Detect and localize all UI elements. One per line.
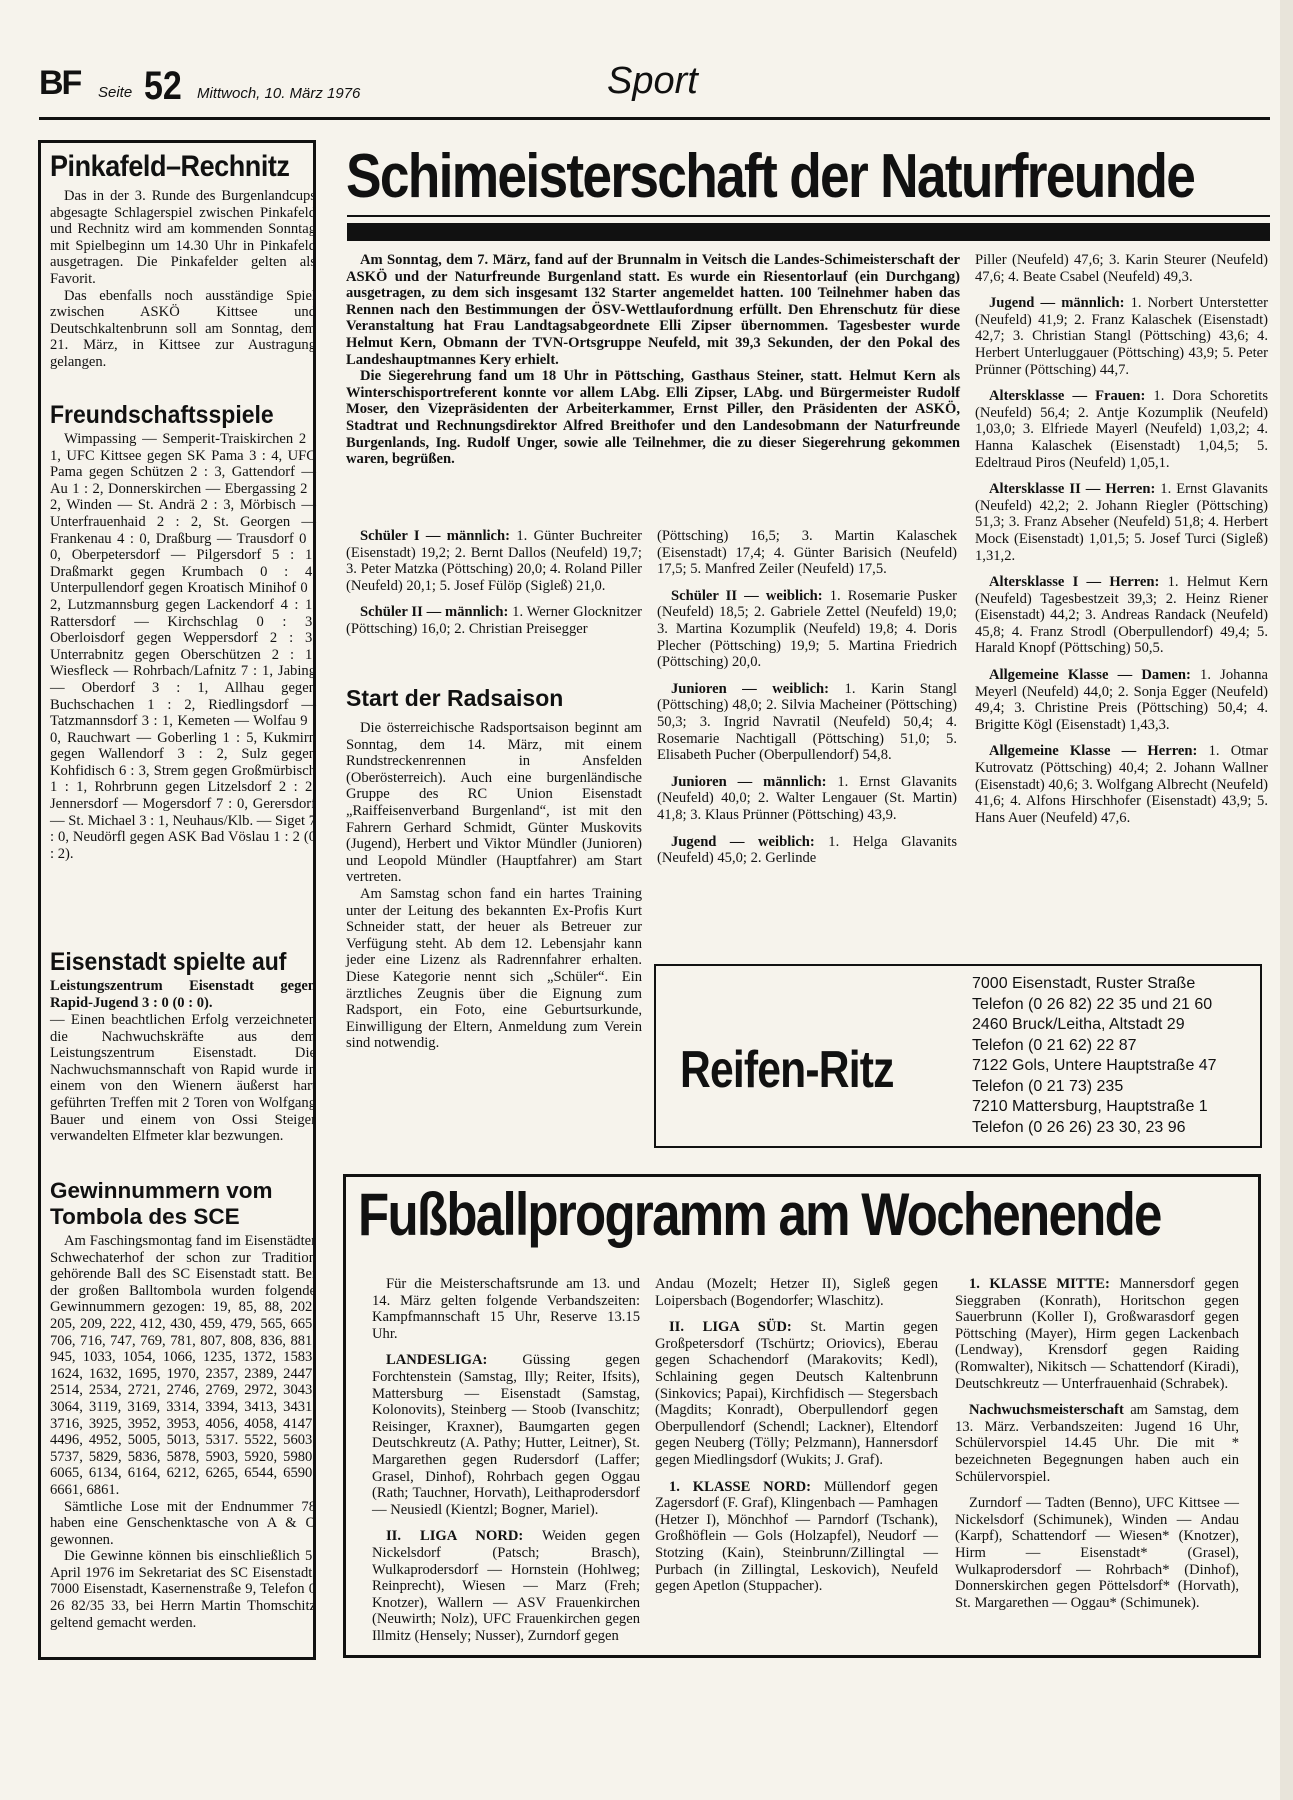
results-column-3 — [975, 252, 1268, 826]
result-category: Schüler II — weiblich: — [671, 587, 823, 604]
article-paragraph: Die Siegerehrung fand um 18 Uhr in Pöttsching, Gasthaus Steiner, statt. Helmut Kern als Winterschisportreferent konnte vor allem LAbg. Elli Zipser, LAbg. und Bürgermeister Rudolf Moser, den Vizepräsidenten der Arbeiterkammer, Ernst Piller, den Präsidenten der ASKÖ, Stadtrat und Rechnungsdirektor Alfred Breithofer und den Landesobmann der Naturfreunde Burgenlands, Ing. Rudolf Unger, sowie alle Teilnehmer, die zu dieser Siegerehrung gekommen waren, begrüßen. — [346, 368, 960, 468]
article-paragraph: Das ebenfalls noch ausständige Spiel zwischen ASKÖ Kittsee und Deutschkaltenbrunn soll am Sonntag, dem 21. März, in Kittsee zur Austragung gelangen. — [50, 287, 316, 370]
pinkafeld-headline: Pinkafeld–Rechnitz — [50, 150, 290, 183]
article-paragraph: Wimpassing — Semperit-Traiskirchen 2 : 1, UFC Kittsee gegen SK Pama 3 : 4, UFC Pama gegen Schützen 2 : 3, Gattendorf — Au 1 : 2, Donnerskirchen — Ebergassing 2 : 2, Winden — St. Andrä 2 : 3, Mörbisch — Unterfrauenhaid 2 : 2, St. Georgen — Frankenau 4 : 0, Draßburg — Trausdorf 0 : 0, Oberpetersdorf — Pilgersdorf 5 : 1, Draßmarkt gegen Krumbach 0 : 4, Unterpullendorf gegen Kroatisch Minihof 0 : 2, Lutzmannsburg gegen Lackendorf 4 : 1, Rattersdorf — Kirchschlag 0 : 3, Oberloisdorf gegen Weppersdorf 2 : 3, Unterrabnitz gegen Oberschützen 2 : 1, Wiesfleck — Rohrbach/Lafnitz 7 : 1, Jabing — Oberdorf 3 : 1, Allhau gegen Buchschachen 1 : 2, Riedlingsdorf — Tatzmannsdorf 3 : 1, Kemeten — Wolfau 9 : 0, Rauchwart — Goberling 1 : 5, Kukmirn gegen Wallendorf 3 : 2, Sulz gegen Kohfidisch 6 : 3, Strem gegen Großmürbisch 1 : 1, Rohrbrunn gegen Litzelsdorf 2 : 2, Jennersdorf — Mogersdorf 7 : 0, Gerersdorf — St. Michael 3 : 1, Neuhaus/Klb. — Siget 7 : 0, Neudörfl gegen ASK Bad Vöslau 1 : 2 (0 : 2). — [50, 431, 316, 862]
result-category: Altersklasse I — Herren: — [989, 574, 1160, 591]
main-lead — [346, 252, 960, 468]
advertiser-addresses — [972, 974, 1262, 1138]
page-edge — [1280, 0, 1293, 1800]
issue-date: Mittwoch, 10. März 1976 — [197, 85, 361, 102]
headline-bar — [347, 223, 1270, 241]
fixture-paragraph — [955, 1495, 1239, 1611]
fixture-text: Müllendorf gegen Zagersdorf (F. Graf), Klingenbach — Pamhagen (Hetzer I), Mönchhof — Parndorf (Tschank), Großhöflein — Gols (Holzapfel), Neudorf — Stotzing (Kain), Steinbrunn/Zillingtal — Purbach (in Zillingtal, Leskovich), Neufeld gegen Apetlon (Stuppacher). — [655, 1478, 938, 1595]
fixture-paragraph — [372, 1528, 640, 1644]
pinkafeld-article — [50, 188, 316, 371]
result-category: Schüler II — männlich: — [360, 604, 509, 621]
eisenstadt-headline: Eisenstadt spielte auf — [50, 948, 287, 976]
article-paragraph: Das in der 3. Runde des Burgenlandcups abgesagte Schlagerspiel zwischen Pinkafeld und Rechnitz wird am kommenden Sonntag mit Spielbeginn um 14.30 Uhr in Pinkafeld ausgetragen. Die Pinkafelder gelten als Favorit. — [50, 188, 316, 287]
league-name: Nachwuchsmeisterschaft — [969, 1402, 1124, 1419]
result-paragraph — [975, 388, 1268, 471]
result-text: 1. Norbert Unterstetter (Neufeld) 41,9; 2. Franz Kalaschek (Eisenstadt) 42,7; 3. Christian Stangl (Pöttsching) 43,6; 4. Herbert Unterluggauer (Pöttsching) 43,9; 5. Peter Prünner (Pöttsching) 44,7. — [975, 295, 1268, 378]
address-line: 7210 Mattersburg, Hauptstraße 1 — [972, 1098, 1208, 1115]
result-text: 1. Johanna Meyerl (Neufeld) 44,0; 2. Sonja Egger (Neufeld) 49,4; 3. Christine Preis (Pöttsching) 50,4; 4. Brigitte Kögl (Eisenstadt) 1,43,3. — [975, 667, 1268, 733]
result-category: Jugend — weiblich: — [671, 833, 815, 850]
result-text: 1. Günter Buchreiter (Eisenstadt) 19,2; 2. Bernt Dallos (Neufeld) 19,7; 3. Peter Matzka (Pöttsching) 20,0; 4. Roland Piller (Neufeld) 20,1; 5. Josef Fülöp (Sigleß) 21,0. — [346, 528, 642, 594]
fixture-paragraph — [955, 1402, 1239, 1485]
result-text: 1. Rosemarie Pusker (Neufeld) 18,5; 2. Gabriele Zettel (Neufeld) 19,0; 3. Martina Kozumplik (Neufeld) 19,8; 4. Doris Plecher (Pöttsching) 19,9; 5. Martina Friedrich (Pöttsching) 20,0. — [657, 587, 957, 671]
fixture-text: Andau (Mozelt; Hetzer II), Sigleß gegen Loipersbach (Bogendorfer; Wlaschitz). — [655, 1276, 938, 1309]
result-paragraph — [975, 743, 1268, 826]
fixture-paragraph — [372, 1276, 640, 1342]
freundschaftsspiele-headline: Freundschaftsspiele — [50, 401, 274, 429]
league-name: 1. KLASSE MITTE: — [969, 1276, 1110, 1292]
result-category: Junioren — männlich: — [671, 773, 827, 790]
fixture-text: Zurndorf — Tadten (Benno), UFC Kittsee — Nickelsdorf (Schimunek), Winden — Andau (Karpf), Schattendorf — Wiesen* (Knotzer), Hirm — Eisenstadt* (Grasel), Wulkaprodersdorf — Rohrbach* (Dinhof), Donnerskirchen gegen Pöttelsdorf* (Horvath), St. Margarethen — Oggau* (Schimunek). — [955, 1495, 1239, 1611]
freundschaftsspiele-article — [50, 431, 316, 862]
result-paragraph — [975, 252, 1268, 285]
result-text: 1. Otmar Kutrovatz (Pöttsching) 40,4; 2. Johann Wallner (Eisenstadt) 40,6; 3. Wolfgang Albrecht (Neufeld) 41,6; 4. Alfons Hirschhofer (Eisenstadt) 43,9; 5. Hans Auer (Neufeld) 47,6. — [975, 743, 1268, 826]
article-paragraph: Am Faschingsmontag fand im Eisenstädter Schwechaterhof der schon zur Tradition gehörende Ball des SC Eisenstadt statt. Bei der großen Balltombola wurden folgende Gewinnummern gezogen: 19, 85, 88, 202, 205, 209, 222, 412, 430, 459, 479, 565, 665, 706, 716, 747, 769, 781, 807, 808, 836, 881, 945, 1033, 1054, 1066, 1235, 1372, 1583, 1624, 1632, 1695, 1970, 2357, 2389, 2447, 2514, 2534, 2721, 2746, 2769, 2972, 3043, 3064, 3119, 3169, 3314, 3394, 3413, 3431, 3716, 3925, 3952, 3953, 4056, 4058, 4147, 4496, 4952, 5005, 5013, 5317. 5522, 5603, 5737, 5829, 5836, 5878, 5903, 5920, 5980, 6065, 6134, 6164, 6212, 6265, 6544, 6590, 6661, 6861. — [50, 1233, 316, 1498]
result-paragraph — [975, 295, 1268, 378]
address-line: Telefon (0 26 82) 22 35 und 21 60 — [972, 995, 1213, 1013]
advertiser-name: Reifen-Ritz — [680, 1041, 894, 1099]
football-column-1 — [372, 1276, 640, 1644]
result-paragraph — [346, 528, 642, 594]
fixture-text: Mannersdorf gegen Sieggraben (Konrath), Horitschon gegen Sauerbrunn (Koller I), Großwarasdorf gegen Pöttsching (Mayer), Hirm gegen Lackenbach (Lendway), Krensdorf gegen Raiding (Romwalter), Nikitsch — Schattendorf (Kiradi), Deutschkreutz — Unterfrauenhaid (Schrabek). — [955, 1276, 1239, 1392]
result-paragraph — [975, 481, 1268, 564]
football-column-2 — [655, 1276, 938, 1595]
article-paragraph: Sämtliche Lose mit der Endnummer 78 haben eine Genschenktasche von A & O gewonnen. — [50, 1498, 316, 1548]
article-paragraph: Am Sonntag, dem 7. März, fand auf der Brunnalm in Veitsch die Landes-Schimeisterschaft der ASKÖ und der Naturfreunde Burgenland statt. Es wurde ein Riesentorlauf (ein Durchgang) ausgetragen, zu dem sich insgesamt 132 Starter angemeldet hatten. 100 Teilnehmer haben das Rennen nach den Bestimmungen der ÖSV-Wettlaufordnung erfüllt. Den Ehrenschutz für diese Veranstaltung hat Frau Landtagsabgeordnete Elli Zipser übernommen. Tagesbester wurde Helmut Kern, Obmann der TVN-Ortsgruppe Neufeld, mit 39,3 Sekunden, der den Pokal des Landeshauptmannes Kery erhielt. — [346, 252, 960, 368]
result-paragraph — [346, 604, 642, 637]
result-text: 1. Ernst Glavanits (Neufeld) 40,0; 2. Walter Lengauer (St. Martin) 41,8; 3. Klaus Prünner (Pöttsching) 43,9. — [657, 773, 957, 823]
result-text: 1. Helmut Kern (Neufeld) Tagesbestzeit 39,3; 2. Heinz Riener (Eisenstadt) 44,2; 3. Andreas Randack (Neufeld) 45,8; 4. Franz Strodl (Oberpullendorf) 49,4; 5. Harald Knopf (Pöttsching) 50,5. — [975, 574, 1268, 657]
tombola-headline: Gewinnummern vom Tombola des SCE — [50, 1178, 273, 1229]
eisenstadt-lead: Leistungszentrum Eisenstadt gegen Rapid-Jugend 3 : 0 (0 : 0). — [50, 978, 316, 1011]
main-headline: Schimeisterschaft der Naturfreunde — [346, 142, 1195, 211]
result-paragraph — [657, 834, 957, 867]
page-number: 52 — [144, 64, 182, 108]
result-category: Altersklasse II — Herren: — [989, 481, 1156, 498]
result-category: Jugend — männlich: — [989, 295, 1125, 312]
result-text: 1. Ernst Glavanits (Neufeld) 42,2; 2. Johann Riegler (Pöttsching) 51,3; 3. Franz Abseher (Neufeld) 51,8; 4. Herbert Mock (Eisenstadt) 1,01,5; 5. Josef Turci (Sigleß) 1,31,2. — [975, 481, 1268, 564]
fixture-text: am Samstag, dem 13. März. Verbandszeiten: Jugend 16 Uhr, Schülervorspiel 14.45 Uhr. Die mit * bezeichneten Begegnungen haben auch ein Schülervorspiel. — [955, 1402, 1239, 1485]
result-text: 1. Karin Stangl (Pöttsching) 48,0; 2. Silvia Macheiner (Pöttsching) 50,3; 3. Ingrid Navratil (Neufeld) 50,4; 4. Rosemarie Nachtigall (Pöttsching) 51,0; 5. Elisabeth Pucher (Oberpullendorf) 54,8. — [657, 680, 957, 764]
fixture-paragraph — [655, 1319, 938, 1468]
tombola-article — [50, 1233, 316, 1631]
fixture-paragraph — [372, 1352, 640, 1518]
league-name: II. LIGA SÜD: — [669, 1319, 792, 1336]
result-category: Junioren — weiblich: — [671, 680, 830, 697]
results-column-1 — [346, 528, 642, 638]
result-paragraph — [657, 588, 957, 671]
fixture-paragraph — [655, 1479, 938, 1595]
radsaison-headline: Start der Radsaison — [346, 685, 564, 711]
league-name: LANDESLIGA: — [386, 1352, 488, 1369]
article-paragraph: — Einen beachtlichen Erfolg verzeichneten die Nachwuchskräfte aus dem Leistungszentrum Eisenstadt. Die Nachwuchsmannschaft von Rapid wurde in einem von den Wienern äußerst hart geführten Treffen mit 2 Toren von Wolfgang Bauer und einem von Ossi Steiger verwandelten Elfmeter klar bezwungen. — [50, 1012, 316, 1145]
fixture-text: Güssing gegen Forchtenstein (Samstag, Illy; Reiter, Ifsits), Mattersburg — Eisenstadt (Samstag, Kolonovits), Steinberg — Stoob (Ivanschitz; Reisinger, Kraxner), Baumgarten gegen Deutschkreutz (A. Pathy; Hutter, Leitner), St. Margarethen gegen Rudersdorf (Laffer; Grasel, Dinhof), Rohrbach gegen Oggau (Rath; Tauchner, Horvath), Leithaprodersdorf — Neusiedl (Kientzl; Bogner, Mariel). — [372, 1352, 640, 1518]
result-text: 1. Werner Glocknitzer (Pöttsching) 16,0; 2. Christian Preisegger — [346, 604, 642, 637]
result-paragraph — [975, 667, 1268, 733]
league-name: II. LIGA NORD: — [386, 1528, 524, 1545]
football-column-3 — [955, 1276, 1239, 1611]
address-line: 2460 Bruck/Leitha, Altstadt 29 — [972, 1016, 1185, 1033]
fixture-text: Für die Meisterschaftsrunde am 13. und 14. März gelten folgende Verbandszeiten: Kampfmannschaft 15 Uhr, Reserve 13.15 Uhr. — [372, 1276, 640, 1342]
league-name: 1. KLASSE NORD: — [669, 1478, 812, 1495]
result-category: Altersklasse — Frauen: — [989, 388, 1146, 405]
result-paragraph — [975, 574, 1268, 657]
address-line: Telefon (0 21 73) 235 — [972, 1077, 1124, 1095]
result-paragraph — [657, 681, 957, 764]
eisenstadt-article — [50, 1012, 316, 1145]
result-category: Schüler I — männlich: — [360, 528, 511, 544]
result-text: Piller (Neufeld) 47,6; 3. Karin Steurer (Neufeld) 47,6; 4. Beate Csabel (Neufeld) 49,3. — [975, 252, 1268, 285]
football-headline: Fußballprogramm am Wochenende — [358, 1181, 1161, 1248]
address-line: 7122 Gols, Untere Hauptstraße 47 — [972, 1057, 1217, 1074]
address-line: Telefon (0 21 62) 22 87 — [972, 1036, 1137, 1054]
fixture-paragraph — [955, 1276, 1239, 1392]
address-line: Telefon (0 26 26) 23 30, 23 96 — [972, 1118, 1186, 1136]
article-paragraph: Am Samstag schon fand ein hartes Training unter der Leitung des bekannten Ex-Profis Kurt Schneider statt, der heuer als Betreuer zur Verfügung steht. Ab dem 12. Lebensjahr kann jeder eine Lizenz als Radrennfahrer erhalten. Diese Kategorie nennt sich „Schüler“. Ein ärztliches Zeugnis über die Eignung zum Radsport, ein Foto, eine Geburtsurkunde, Einwilligung der Eltern, Anmeldung zum Verein sind notwendig. — [346, 885, 642, 1052]
result-paragraph — [657, 528, 957, 578]
fixture-text: Weiden gegen Nickelsdorf (Patsch; Brasch), Wulkaprodersdorf — Hornstein (Hohlweg; Reinprecht), Wiesen — Marz (Freh; Knotzer), Wallern — ASV Frauenkirchen (Neuwirth; Nolz), UFC Frauenkirchen gegen Illmitz (Hensely; Nusser), Zurndorf gegen — [372, 1528, 640, 1644]
page-label: Seite — [98, 84, 133, 101]
address-line: 7000 Eisenstadt, Ruster Straße — [972, 975, 1196, 992]
fixture-paragraph — [655, 1276, 938, 1309]
result-text: (Pöttsching) 16,5; 3. Martin Kalaschek (Eisenstadt) 17,4; 4. Günter Barisich (Neufeld) 17,5; 5. Manfred Zeiler (Neufeld) 17,5. — [657, 528, 957, 578]
article-paragraph: Die österreichische Radsportsaison beginnt am Sonntag, dem 14. März, mit einem Rundstreckenrennen in Ansfelden (Oberösterreich). Auch eine burgenländische Gruppe des RC Union Eisenstadt „Raiffeisenverband Burgenland“, ist mit den Fahrern Gerhard Schmidt, Günter Muskovits (Jugend), Herbert und Viktor Mündler (Junioren) und Leopold Mündler (Hauptfahrer) am Start vertreten. — [346, 720, 642, 886]
results-column-2 — [657, 528, 957, 867]
result-paragraph — [657, 774, 957, 824]
fixture-text: St. Martin gegen Großpetersdorf (Tschürtz; Oriovics), Eberau gegen Schachendorf (Marakovits; Kedl), Schlaining gegen Deutsch Kaltenbrunn (Sinkovics; Papai), Kirchfidisch — Stegersbach (Magdits; Konradt), Oberpullendorf gegen Oberpullendorf (Schendl; Lackner), Eltendorf gegen Neuberg (Tölly; Pelzmann), Hannersdorf gegen Miedlingsdorf (Wukits; J. Graf). — [655, 1319, 938, 1468]
radsaison-article — [346, 720, 642, 1052]
article-paragraph: Die Gewinne können bis einschließlich 5. April 1976 im Sekretariat des SC Eisenstadt, 7000 Eisenstadt, Kasernenstraße 9, Telefon 0 26 82/35 33, bei Herrn Martin Thomschitz geltend gemacht werden. — [50, 1548, 316, 1631]
result-category: Allgemeine Klasse — Herren: — [989, 743, 1198, 760]
result-category: Allgemeine Klasse — Damen: — [989, 667, 1191, 684]
result-text: 1. Helga Glavanits (Neufeld) 45,0; 2. Gerlinde — [657, 833, 958, 867]
result-text: 1. Dora Schoretits (Neufeld) 56,4; 2. Antje Kozumplik (Neufeld) 1,03,0; 3. Elfriede Mayerl (Neufeld) 1,03,2; 4. Hanna Kalaschek (Eisenstadt) 1,04,5; 5. Edeltraud Piros (Neufeld) 1,05,1. — [975, 388, 1269, 471]
headline-thin-rule — [347, 215, 1270, 217]
header-rule — [39, 117, 1270, 120]
newspaper-logo: BF — [39, 64, 81, 102]
section-title: Sport — [607, 60, 698, 102]
